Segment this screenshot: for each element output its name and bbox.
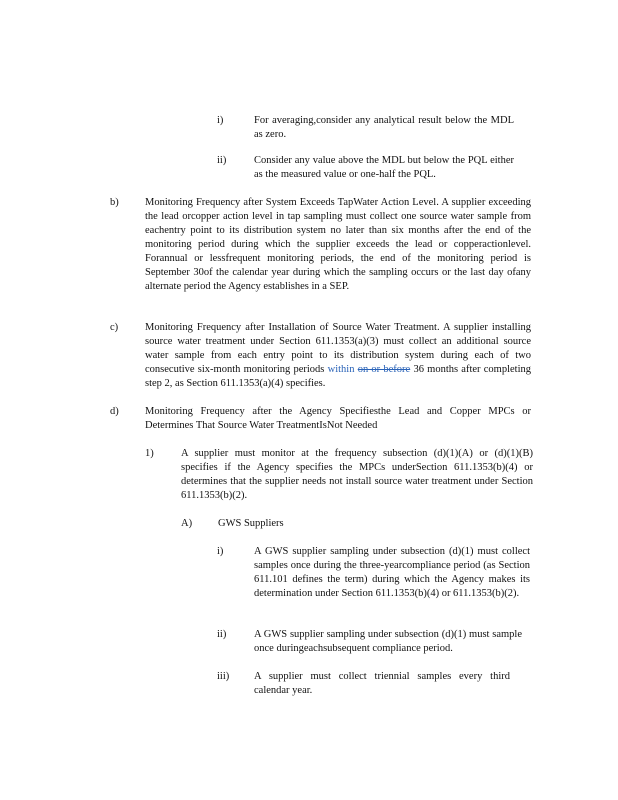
item-marker: 1) xyxy=(145,448,154,459)
item-text: Monitoring Frequency after the Agency Specifiesthe Lead and Copper MPCs or Determines That Source Water TreatmentIsNot Needed xyxy=(145,406,531,431)
item-marker: iii) xyxy=(217,671,230,682)
item-text: A supplier must monitor at the frequency subsection (d)(1)(A) or (d)(1)(B) specifies if the Agency specifies the MPCs underSection 611.1353(b)(4) or determines that the supplier needs not install source water treatment under Section 611.1353(b)(2). xyxy=(181,448,533,501)
item-marker: ii) xyxy=(217,629,227,640)
item-text: For averaging,consider any analytical result below the MDL as zero. xyxy=(254,115,514,140)
deleted-text: on or before xyxy=(357,364,411,375)
item-text: A supplier must collect triennial samples every third calendar year. xyxy=(254,671,510,696)
item-text: A GWS supplier sampling under subsection (d)(1) must collect samples once during the three-yearcompliance period (as Section 611.101 defines the term) during which the Agency makes its determination under Section 611.1353(b)(4) or 611.1353(b)(2). xyxy=(254,546,530,599)
item-marker: b) xyxy=(110,197,119,208)
item-marker: A) xyxy=(181,518,193,529)
item-marker: ii) xyxy=(217,155,227,166)
item-text: Consider any value above the MDL but below the PQL either as the measured value or one-half the PQL. xyxy=(254,155,514,180)
item-marker: i) xyxy=(217,546,224,557)
item-text: A GWS supplier sampling under subsection (d)(1) must sample once duringeachsubsequent compliance period. xyxy=(254,629,522,654)
item-marker: d) xyxy=(110,406,119,417)
item-marker: c) xyxy=(110,322,119,333)
item-text: Monitoring Frequency after System Exceeds TapWater Action Level. A supplier exceeding the lead orcopper action level in tap sampling must collect one source water sample from eachentry point to its distribution system no later than six months after the end of the monitoring period during which the supplier exceeds the lead or copperactionlevel. Forannual or lessfrequent monitoring periods, the end of the monitoring period is September 30of the calendar year during which the sampling occurs or the last day ofany alternate period the Agency establishes in a SEP. xyxy=(145,197,531,292)
item-marker: i) xyxy=(217,115,224,126)
item-heading: GWS Suppliers xyxy=(218,518,284,529)
item-text: Monitoring Frequency after Installation of Source Water Treatment. A supplier installing source water treatment under Section 611.1353(a)(3) must collect an additional source water sample from each entry point to its distribution system during each of two consecutive six-month monitoring periods within on or before 36 months after completing step 2, as Section 611.1353(a)(4) specifies. xyxy=(145,322,532,389)
inserted-text: within xyxy=(327,364,355,375)
